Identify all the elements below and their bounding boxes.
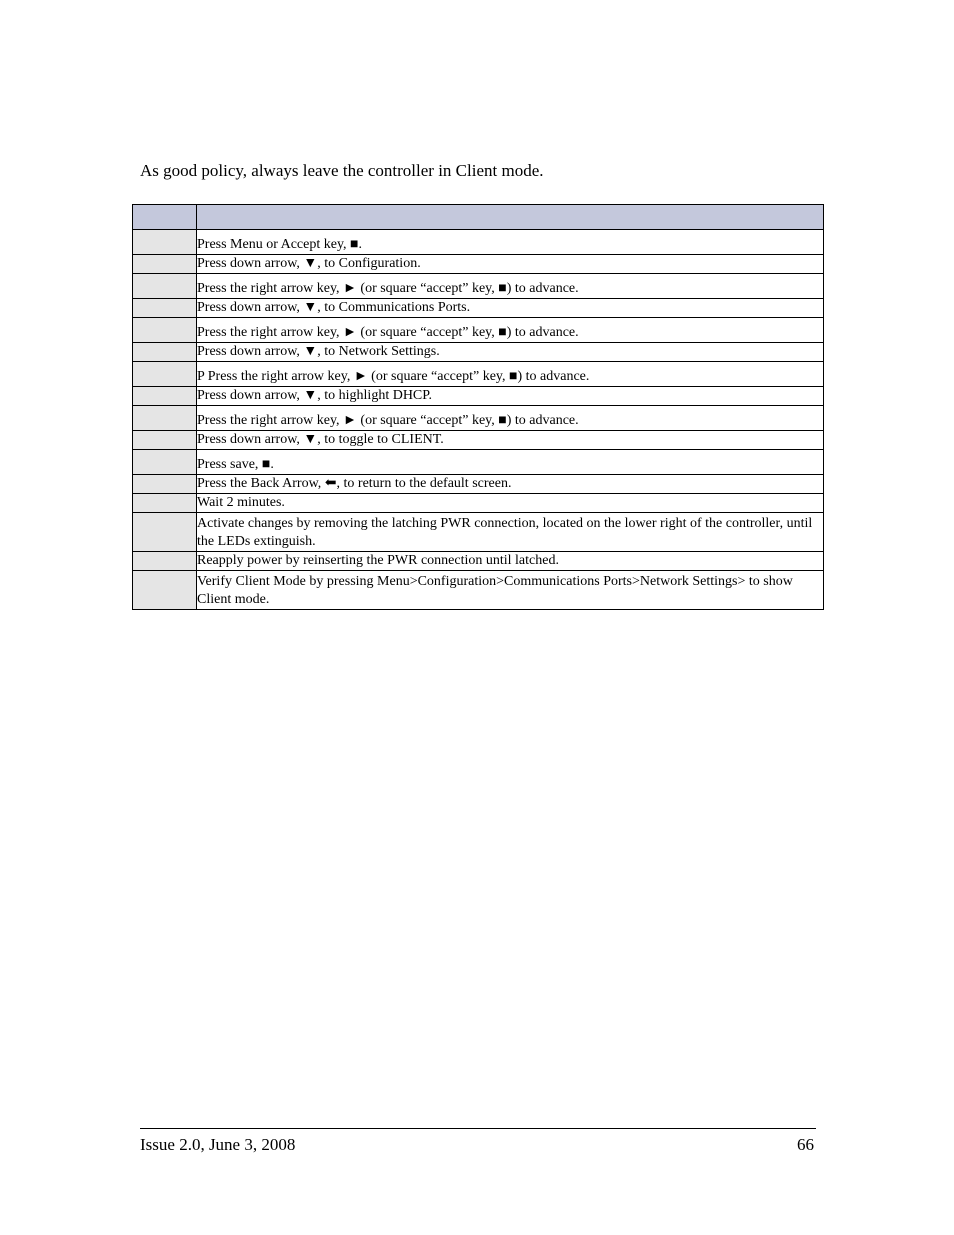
table-row [133,450,824,475]
table-row [133,475,824,494]
table-row [133,513,824,552]
step-cell [133,318,197,343]
table-row [133,230,824,255]
action-cell: Wait 2 minutes. [197,494,824,513]
table-row [133,571,824,610]
step-cell [133,431,197,450]
table-row [133,387,824,406]
page-number: 66 [797,1135,814,1154]
step-cell [133,494,197,513]
step-cell [133,552,197,571]
step-cell [133,406,197,431]
table-row [133,552,824,571]
step-cell [133,362,197,387]
action-cell: Press down arrow, ▼, to highlight DHCP. [197,387,824,406]
table-row [133,494,824,513]
table-row [133,274,824,299]
procedure-table [132,204,824,610]
table-row [133,431,824,450]
action-cell: Verify Client Mode by pressing Menu>Configuration>Communications Ports>Network Settings> to show Client mode. [197,571,824,610]
table-row [133,343,824,362]
table-row [133,318,824,343]
action-cell: Press the Back Arrow, ⬅, to return to the default screen. [197,475,824,494]
action-cell: Press the right arrow key, ► (or square “accept” key, ■) to advance. [197,274,824,299]
table-row [133,362,824,387]
step-cell [133,255,197,274]
step-cell [133,513,197,552]
table-row [133,299,824,318]
footer-divider [140,1128,816,1129]
step-cell [133,274,197,299]
action-cell: Press down arrow, ▼, to toggle to CLIENT. [197,431,824,450]
action-cell: Press down arrow, ▼, to Communications Ports. [197,299,824,318]
table-header-row [133,205,824,230]
step-cell [133,450,197,475]
action-cell: Activate changes by removing the latching PWR connection, located on the lower right of the controller, until the LEDs extinguish. [197,513,824,552]
step-cell [133,230,197,255]
step-cell [133,571,197,610]
action-column-header [197,205,824,230]
action-cell: Press save, ■. [197,450,824,475]
action-cell: Press the right arrow key, ► (or square “accept” key, ■) to advance. [197,318,824,343]
step-cell [133,299,197,318]
action-cell: Press down arrow, ▼, to Configuration. [197,255,824,274]
footer-issue-date: Issue 2.0, June 3, 2008 [140,1135,296,1154]
action-cell: Press the right arrow key, ► (or square “accept” key, ■) to advance. [197,406,824,431]
action-cell: Reapply power by reinserting the PWR connection until latched. [197,552,824,571]
action-cell: Press Menu or Accept key, ■. [197,230,824,255]
table-row [133,406,824,431]
step-cell [133,343,197,362]
action-cell: P Press the right arrow key, ► (or square “accept” key, ■) to advance. [197,362,824,387]
step-cell [133,387,197,406]
step-column-header [133,205,197,230]
step-cell [133,475,197,494]
action-cell: Press down arrow, ▼, to Network Settings. [197,343,824,362]
table-row [133,255,824,274]
intro-text: As good policy, always leave the controller in Client mode. [140,161,544,180]
